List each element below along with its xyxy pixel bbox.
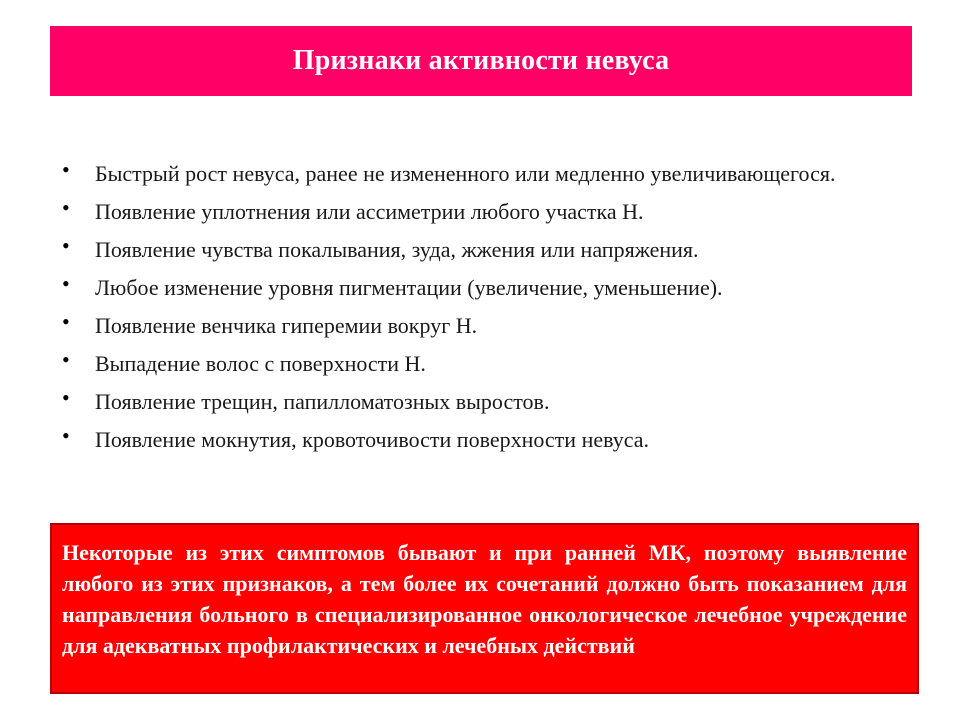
bullet-icon: • bbox=[62, 423, 70, 448]
list-item bbox=[62, 272, 912, 304]
list-item bbox=[62, 310, 912, 342]
bullet-icon: • bbox=[62, 271, 70, 296]
list-item-text: Появление чувства покалывания, зуда, жжения или напряжения. bbox=[95, 237, 699, 262]
bullet-icon: • bbox=[62, 195, 70, 220]
list-item-text: Появление уплотнения или ассиметрии любого участка Н. bbox=[95, 199, 644, 224]
title-banner bbox=[50, 26, 912, 96]
bullet-icon: • bbox=[62, 157, 70, 182]
bullet-icon: • bbox=[62, 385, 70, 410]
list-item bbox=[62, 348, 912, 380]
list-item-text: Выпадение волос с поверхности Н. bbox=[95, 351, 426, 376]
bullet-icon: • bbox=[62, 233, 70, 258]
list-item bbox=[62, 196, 912, 228]
list-item-text: Появление венчика гиперемии вокруг Н. bbox=[95, 313, 478, 338]
bullet-icon: • bbox=[62, 347, 70, 372]
symptom-list bbox=[62, 158, 912, 462]
list-item-text: Любое изменение уровня пигментации (увеличение, уменьшение). bbox=[95, 275, 723, 300]
list-item-text: Появление мокнутия, кровоточивости поверхности невуса. bbox=[95, 427, 650, 452]
list-item bbox=[62, 386, 912, 418]
list-item bbox=[62, 234, 912, 266]
warning-note-box bbox=[50, 523, 919, 694]
list-item-text: Появление трещин, папилломатозных выростов. bbox=[95, 389, 550, 414]
list-item-text: Быстрый рост невуса, ранее не измененного или медленно увеличивающегося. bbox=[95, 161, 836, 186]
warning-note-text: Некоторые из этих симптомов бывают и при ранней МК, поэтому выявление любого из этих признаков, а тем более их сочетаний должно быть показанием для направления больного в специализированное онкологическое лечебное учреждение для адекватных профилактических и лечебных действий bbox=[62, 540, 907, 658]
bullet-icon: • bbox=[62, 309, 70, 334]
slide-title: Признаки активности невуса bbox=[292, 45, 670, 76]
list-item bbox=[62, 424, 912, 456]
list-item bbox=[62, 158, 912, 190]
